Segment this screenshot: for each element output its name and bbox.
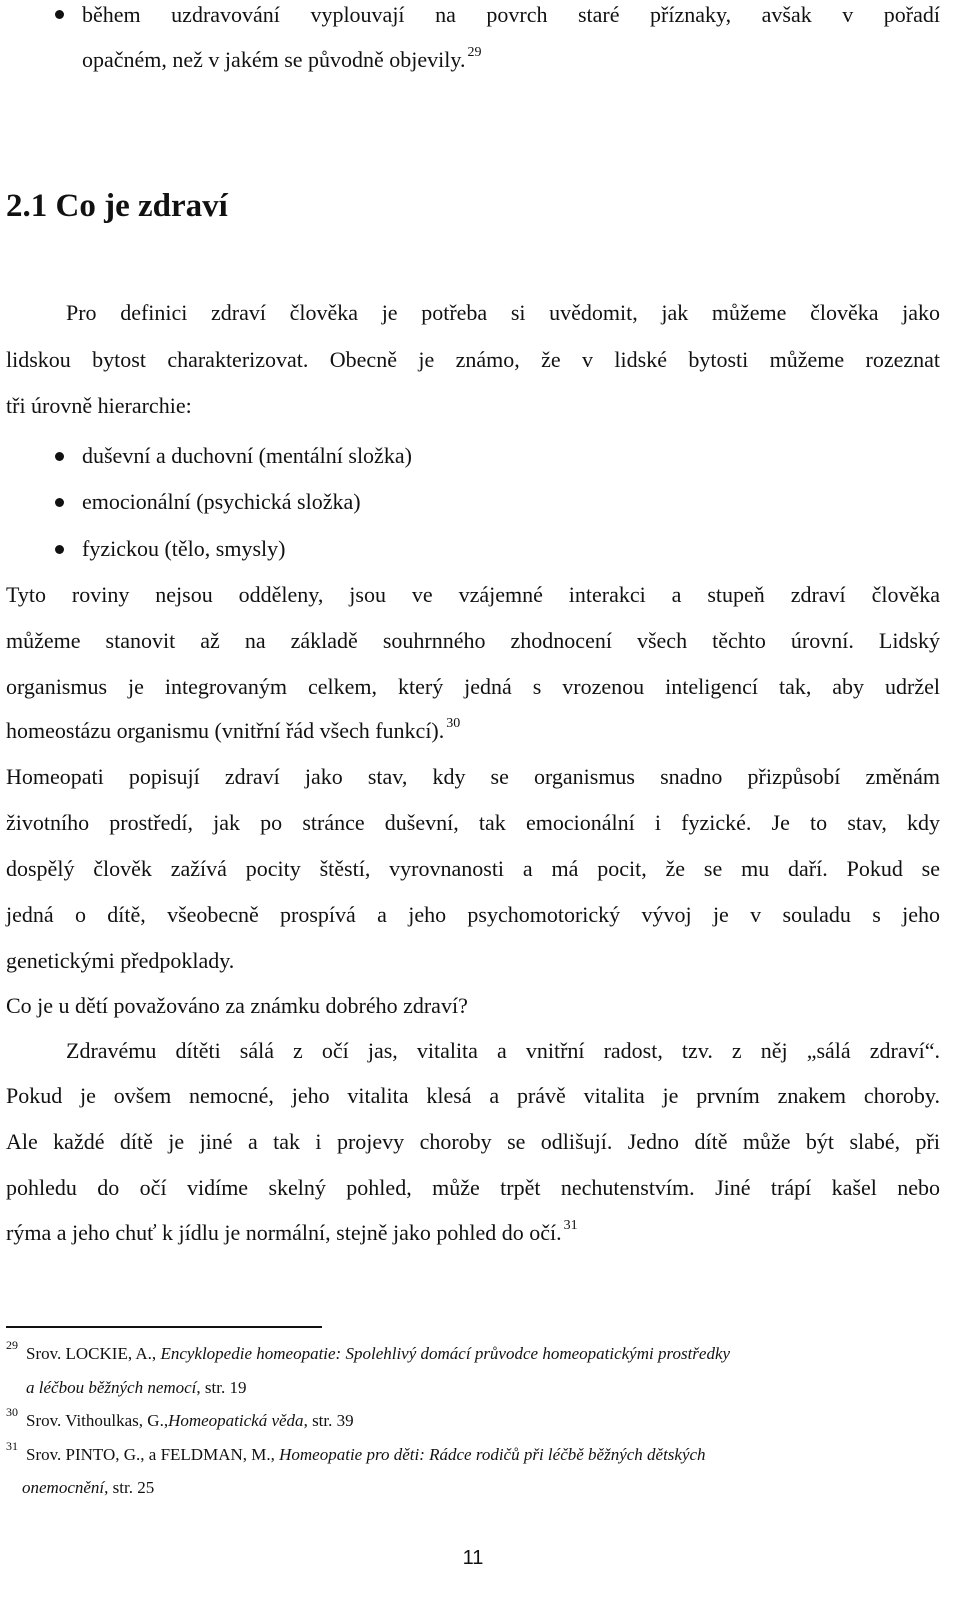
footnote-ref[interactable]: 31	[563, 1218, 578, 1233]
bullet-text-line	[82, 45, 481, 79]
list-item: fyzickou (tělo, smysly)	[82, 536, 286, 561]
section-heading: 2.1 Co je zdraví	[6, 188, 228, 224]
footnote-title: Homeopatie pro děti: Rádce rodičů při léčbě běžných dětských	[279, 1445, 706, 1464]
paragraph-line: životního prostředí, jak po stránce duševní, tak emocionální i fyzické. Je to stav, kdy	[6, 810, 940, 835]
footnote-number: 31	[6, 1439, 18, 1453]
footnote-prefix: Srov. Vithoulkas, G.,	[26, 1411, 169, 1430]
paragraph-line: jedná o dítě, všeobecně prospívá a jeho psychomotorický vývoj je v souladu s jeho	[6, 902, 940, 927]
paragraph-line: Homeopati popisují zdraví jako stav, kdy se organismus snadno přizpůsobí změnám	[6, 764, 940, 789]
footnote-line	[26, 1409, 354, 1433]
bullet-text-line: během uzdravování vyplouvají na povrch staré příznaky, avšak v pořadí	[82, 2, 940, 27]
paragraph-text: homeostázu organismu (vnitřní řád všech funkcí).	[6, 718, 445, 743]
bullet-text: opačném, než v jakém se původně objevily.	[82, 47, 466, 72]
footnote-title: onemocnění	[22, 1478, 105, 1497]
paragraph-line: Pro definici zdraví člověka je potřeba si uvědomit, jak můžeme člověka jako	[66, 300, 940, 325]
list-item: duševní a duchovní (mentální složka)	[82, 443, 412, 468]
paragraph-line: dospělý člověk zažívá pocity štěstí, vyrovnanosti a má pocit, že se mu daří. Pokud se	[6, 856, 940, 881]
bullet-icon	[55, 545, 64, 554]
paragraph-line: Pokud je ovšem nemocné, jeho vitalita klesá a právě vitalita je prvním znakem choroby.	[6, 1083, 940, 1108]
page-number: 11	[462, 1547, 484, 1569]
paragraph-line: Ale každé dítě je jiné a tak i projevy choroby se odlišují. Jedno dítě může být slabé, při	[6, 1129, 940, 1154]
paragraph-line: tři úrovně hierarchie:	[6, 393, 192, 418]
footnote-number: 30	[6, 1405, 18, 1419]
footnote-title: a léčbou běžných nemocí	[26, 1378, 197, 1397]
list-item: emocionální (psychická složka)	[82, 489, 361, 514]
footnote-title: Homeopatická věda	[168, 1411, 304, 1430]
paragraph-line	[6, 1218, 940, 1252]
footnote-ref[interactable]: 29	[467, 45, 482, 60]
paragraph-text: rýma a jeho chuť k jídlu je normální, stejně jako pohled do očí.	[6, 1220, 562, 1245]
paragraph-line	[6, 716, 940, 750]
paragraph-line: můžeme stanovit až na základě souhrnného zhodnocení všech těchto úrovní. Lidský	[6, 628, 940, 653]
footnote-suffix: , str. 19	[196, 1378, 247, 1397]
paragraph-line: lidskou bytost charakterizovat. Obecně je známo, že v lidské bytosti můžeme rozeznat	[6, 347, 940, 372]
footnote-ref[interactable]: 30	[446, 716, 461, 731]
footnote-separator	[6, 1326, 322, 1328]
footnote-line	[26, 1443, 706, 1467]
paragraph-line: organismus je integrovaným celkem, který jedná s vrozenou inteligencí tak, aby udržel	[6, 674, 940, 699]
bullet-icon	[55, 452, 64, 461]
paragraph-line: Co je u dětí považováno za známku dobrého zdraví?	[6, 993, 468, 1018]
footnote-prefix: Srov. LOCKIE, A.,	[26, 1344, 161, 1363]
footnote-number: 29	[6, 1338, 18, 1352]
paragraph-line: Tyto roviny nejsou odděleny, jsou ve vzájemné interakci a stupeň zdraví člověka	[6, 582, 940, 607]
paragraph-line: genetickými předpoklady.	[6, 948, 235, 973]
footnote-suffix: , str. 39	[303, 1411, 354, 1430]
footnote-line	[22, 1476, 154, 1500]
footnote-title: Encyklopedie homeopatie: Spolehlivý domácí průvodce homeopatickými prostředky	[160, 1344, 731, 1363]
bullet-icon	[55, 10, 64, 19]
footnote-suffix: , str. 25	[104, 1478, 155, 1497]
bullet-icon	[55, 498, 64, 507]
footnote-prefix: Srov. PINTO, G., a FELDMAN, M.,	[26, 1445, 280, 1464]
footnote-line	[26, 1342, 730, 1366]
footnote-line	[26, 1376, 246, 1400]
paragraph-line: Zdravému dítěti sálá z očí jas, vitalita a vnitřní radost, tzv. z něj „sálá zdraví“.	[66, 1038, 940, 1063]
paragraph-line: pohledu do očí vidíme skelný pohled, může trpět nechutenstvím. Jiné trápí kašel nebo	[6, 1175, 940, 1200]
